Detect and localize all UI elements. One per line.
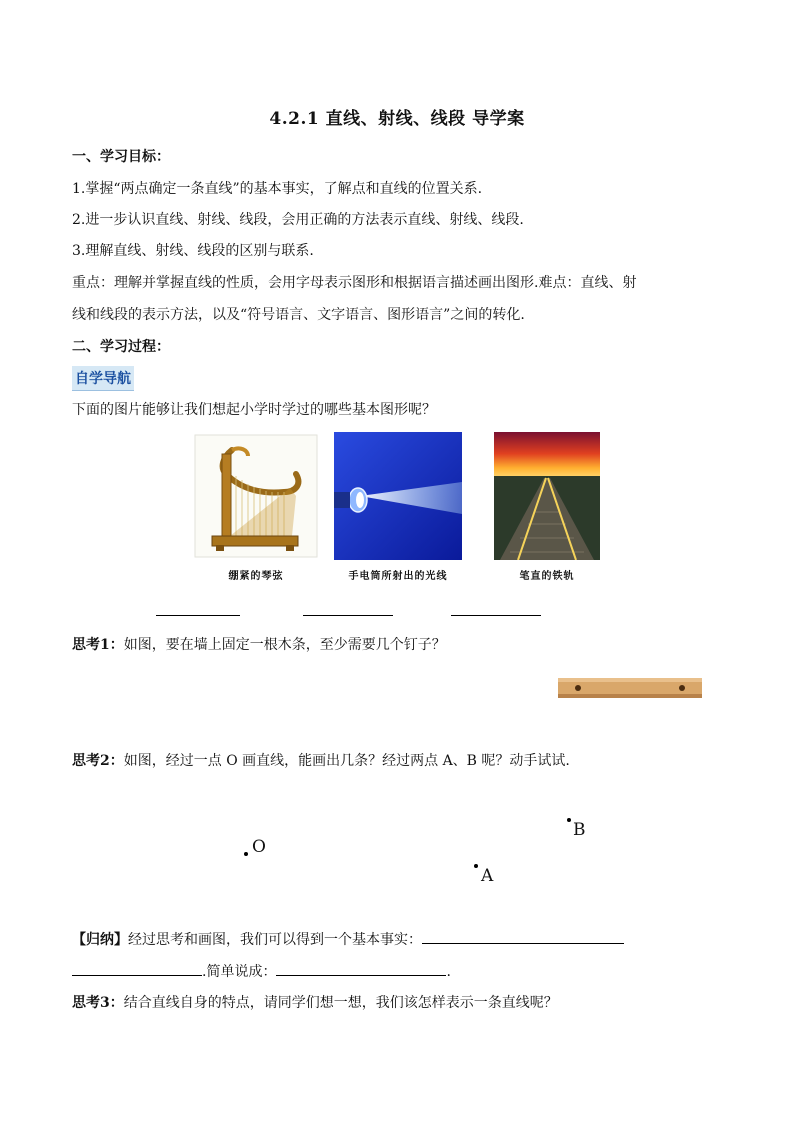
think-3-text: 结合直线自身的特点，请同学们想一想，我们该怎样表示一条直线呢？ xyxy=(123,995,558,1011)
point-b-dot xyxy=(567,818,571,822)
answer-blank-3[interactable] xyxy=(451,601,541,616)
think-2-label: 思考2： xyxy=(72,753,124,769)
summary-text: 经过思考和画图，我们可以得到一个基本事实： xyxy=(128,932,422,948)
think-1-label: 思考1： xyxy=(72,637,124,653)
think-1-text: 如图，要在墙上固定一根木条，至少需要几个钉子？ xyxy=(123,637,446,653)
picture-caption-flashlight: 手电筒所射出的光线 xyxy=(348,571,448,582)
page-title: 4.2.1 直线、射线、线段 导学案 xyxy=(269,109,525,129)
think-2 xyxy=(72,750,570,770)
wooden-strip-icon xyxy=(558,677,702,699)
key-points-line-1: 重点：理解并掌握直线的性质，会用字母表示图形和根据语言描述画出图形.难点：直线、射 xyxy=(72,275,637,291)
intro-question: 下面的图片能够让我们想起小学时学过的哪些基本图形呢？ xyxy=(72,402,436,418)
think-3 xyxy=(72,992,558,1012)
harp-icon xyxy=(192,432,320,560)
point-o-dot xyxy=(244,852,248,856)
point-o-label: O xyxy=(252,837,266,857)
goal-2: 2.进一步认识直线、射线、线段，会用正确的方法表示直线、射线、线段. xyxy=(72,212,524,228)
point-b-label: B xyxy=(573,820,586,840)
section-heading-process: 二、学习过程： xyxy=(72,339,170,355)
self-study-tag: 自学导航 xyxy=(72,366,134,391)
summary-middle: .简单说成： xyxy=(202,964,277,980)
point-a-label: A xyxy=(481,866,494,886)
goal-3: 3.理解直线、射线、线段的区别与联系. xyxy=(72,243,314,259)
think-2-text: 如图，经过一点 O 画直线，能画出几条？经过两点 A、B 呢？动手试试. xyxy=(123,753,570,769)
railway-track-icon xyxy=(494,432,600,560)
summary-blank-1[interactable] xyxy=(422,929,624,944)
picture-caption-railway: 笔直的铁轨 xyxy=(519,571,575,582)
summary-blank-2[interactable] xyxy=(72,961,202,976)
section-heading-goals: 一、学习目标： xyxy=(72,149,170,165)
summary-end: . xyxy=(446,964,451,980)
answer-blank-2[interactable] xyxy=(303,601,393,616)
think-1 xyxy=(72,634,446,654)
flashlight-beam-icon xyxy=(334,432,462,560)
think-3-label: 思考3： xyxy=(72,995,124,1011)
summary-label: 【归纳】 xyxy=(72,932,128,948)
answer-blank-1[interactable] xyxy=(156,601,240,616)
goal-1: 1.掌握“两点确定一条直线”的基本事实，了解点和直线的位置关系. xyxy=(72,181,483,197)
key-points-line-2: 线和线段的表示方法，以及“符号语言、文字语言、图形语言”之间的转化. xyxy=(72,307,525,323)
summary-line-2 xyxy=(72,961,451,981)
summary-blank-3[interactable] xyxy=(276,961,446,976)
summary-line-1 xyxy=(72,929,624,949)
picture-caption-harp: 绷紧的琴弦 xyxy=(228,571,284,582)
point-a-dot xyxy=(474,864,478,868)
